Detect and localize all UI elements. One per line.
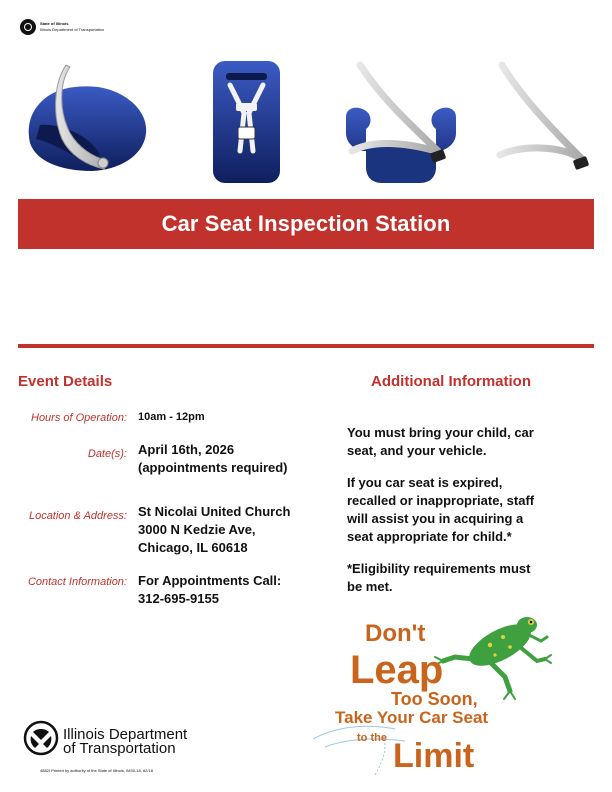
info-paragraph-3: *Eligibility requirements must be met.	[347, 561, 531, 594]
logo-line-1: Don't	[365, 620, 426, 647]
seat-belt-icon	[500, 65, 589, 170]
dates-label: Date(s):	[87, 448, 127, 460]
convertible-car-seat-icon	[213, 61, 280, 183]
logo-line-3: Too Soon,	[391, 689, 478, 709]
footer-logo-line-1: Illinois Department	[63, 726, 188, 743]
additional-info-heading: Additional Information	[371, 373, 531, 390]
idot-logo-icon	[23, 720, 59, 756]
dates-value: April 16th, 2026 (appointments required)	[138, 442, 288, 475]
event-details-heading: Event Details	[18, 373, 113, 390]
state-seal-icon	[20, 19, 36, 35]
logo-line-5b: Limit	[393, 737, 475, 775]
fine-print: 4882I Printed by authority of the State of Illinois, IM30-18, 62/18	[40, 768, 153, 773]
location-label: Location & Address:	[28, 510, 127, 522]
logo-line-2: Leap	[350, 648, 444, 692]
hours-value: 10am - 12pm	[138, 411, 205, 423]
infant-car-seat-icon	[29, 65, 146, 171]
section-divider	[18, 344, 594, 348]
contact-label: Contact Information:	[27, 576, 127, 588]
info-paragraph-1: You must bring your child, car seat, and your vehicle.	[347, 425, 534, 458]
dont-leap-logo	[305, 607, 605, 787]
header-department: Illinois Department of Transportation	[40, 27, 105, 32]
location-value: St Nicolai United Church 3000 N Kedzie Ave, Chicago, IL 60618	[138, 504, 291, 555]
info-paragraph-2: If you car seat is expired, recalled or inappropriate, staff will assist you in acquiring a seat appropriate for child.*	[347, 475, 535, 544]
footer-logo-line-2: of Transportation	[63, 740, 176, 757]
seat-icons-row	[0, 55, 612, 195]
logo-line-4: Take Your Car Seat	[335, 708, 489, 727]
header-state: State of Illinois	[40, 21, 69, 26]
contact-value: For Appointments Call: 312-695-9155	[138, 573, 282, 606]
page-title: Car Seat Inspection Station	[161, 211, 451, 236]
logo-line-5a: to the	[357, 732, 387, 744]
hours-label: Hours of Operation:	[31, 412, 127, 424]
booster-seat-icon	[346, 65, 456, 183]
frog-icon	[435, 616, 551, 699]
title-banner	[18, 199, 594, 249]
